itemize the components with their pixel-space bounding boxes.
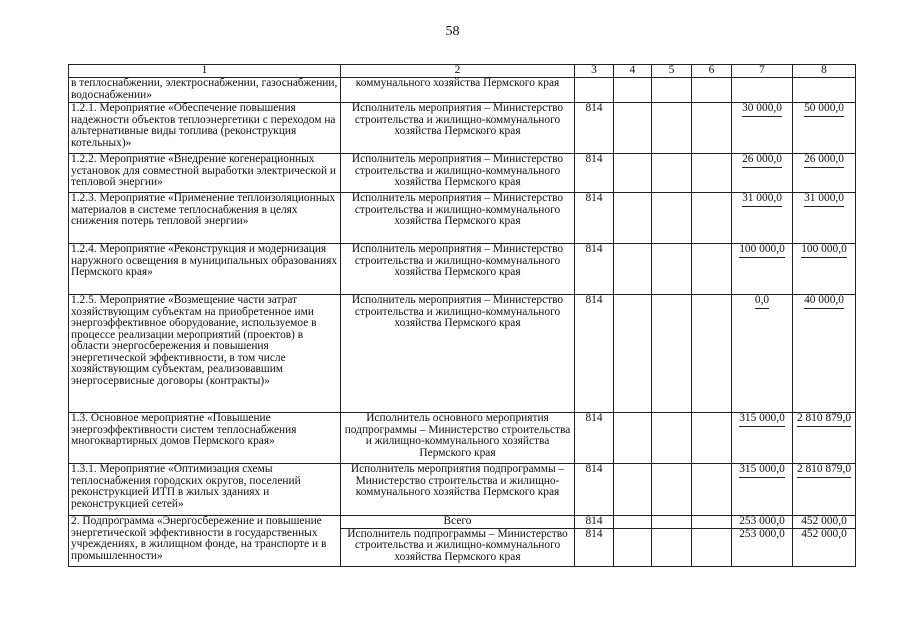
page-number: 58 <box>445 24 460 39</box>
col4 <box>614 516 652 529</box>
value-7: 31 000,0 <box>732 193 793 244</box>
executor: Исполнитель мероприятия – Министерство строительства и жилищно-коммунального хозяйства Пермского края <box>341 103 575 154</box>
col4 <box>614 528 652 566</box>
value-7: 315 000,0 <box>732 464 793 516</box>
col5 <box>652 244 692 295</box>
value-7: 315 000,0 <box>732 413 793 464</box>
table-row <box>69 193 856 244</box>
value-7: 253 000,0 <box>732 516 793 529</box>
value-7: 30 000,0 <box>732 103 793 154</box>
col4 <box>614 244 652 295</box>
col-header-5: 5 <box>652 65 692 78</box>
col4 <box>614 154 652 193</box>
value-8: 2 810 879,0 <box>793 413 856 464</box>
value-8: 452 000,0 <box>793 516 856 529</box>
code: 814 <box>575 244 614 295</box>
code: 814 <box>575 516 614 529</box>
col5 <box>652 528 692 566</box>
col5 <box>652 154 692 193</box>
col6 <box>692 516 732 529</box>
value-8: 452 000,0 <box>793 528 856 566</box>
executor: Исполнитель мероприятия – Министерство строительства и жилищно-коммунального хозяйства Пермского края <box>341 193 575 244</box>
table-row <box>69 154 856 193</box>
table-row <box>69 516 856 529</box>
value-7 <box>732 78 793 103</box>
code: 814 <box>575 528 614 566</box>
table-row <box>69 244 856 295</box>
value-8: 31 000,0 <box>793 193 856 244</box>
activity-name: 1.2.3. Мероприятие «Применение теплоизоляционных материалов в системе теплоснабжения в целях снижения потерь тепловой энергии» <box>69 193 341 244</box>
col5 <box>652 103 692 154</box>
col6 <box>692 464 732 516</box>
col5 <box>652 516 692 529</box>
code: 814 <box>575 193 614 244</box>
executor: Исполнитель мероприятия – Министерство строительства и жилищно-коммунального хозяйства Пермского края <box>341 154 575 193</box>
activity-name: в теплоснабжении, электроснабжении, газоснабжении, водоснабжении» <box>69 78 341 103</box>
col-header-4: 4 <box>614 65 652 78</box>
table-row <box>69 103 856 154</box>
code: 814 <box>575 154 614 193</box>
activity-name: 1.2.5. Мероприятие «Возмещение части затрат хозяйствующим субъектам на приобретенное ими энергоэффективное оборудование, используемое в процессе реализации мероприятий (проектов) в области энергосбережения и повышения энергетической эффективности, в том числе хозяйствующим субъектам, реализовавшим энергосервисные договоры (контракты)» <box>69 295 341 413</box>
activity-name: 1.3.1. Мероприятие «Оптимизация схемы теплоснабжения городских округов, поселений реконструкцией ИТП в жилых зданиях и реконструкцией сетей» <box>69 464 341 516</box>
code <box>575 78 614 103</box>
col-header-2: 2 <box>341 65 575 78</box>
code: 814 <box>575 103 614 154</box>
table-row <box>69 78 856 103</box>
col5 <box>652 295 692 413</box>
col6 <box>692 193 732 244</box>
col4 <box>614 413 652 464</box>
executor: коммунального хозяйства Пермского края <box>341 78 575 103</box>
value-8: 40 000,0 <box>793 295 856 413</box>
col6 <box>692 103 732 154</box>
executor: Исполнитель основного мероприятия подпрограммы – Министерство строительства и жилищно-коммунального хозяйства Пермского края <box>341 413 575 464</box>
col4 <box>614 193 652 244</box>
col6 <box>692 413 732 464</box>
executor: Исполнитель мероприятия – Министерство строительства и жилищно-коммунального хозяйства Пермского края <box>341 295 575 413</box>
value-7: 0,0 <box>732 295 793 413</box>
col-header-8: 8 <box>793 65 856 78</box>
header-row <box>69 65 856 78</box>
executor: Исполнитель мероприятия – Министерство строительства и жилищно-коммунального хозяйства Пермского края <box>341 244 575 295</box>
col6 <box>692 244 732 295</box>
col4 <box>614 464 652 516</box>
activity-name: 1.2.2. Мероприятие «Внедрение когенерационных установок для совместной выработки электрической и тепловой энергии» <box>69 154 341 193</box>
col-header-3: 3 <box>575 65 614 78</box>
activity-name: 1.2.1. Мероприятие «Обеспечение повышения надежности объектов теплоэнергетики с переходом на альтернативные виды топлива (реконструкция котельных)» <box>69 103 341 154</box>
col6 <box>692 78 732 103</box>
col-header-6: 6 <box>692 65 732 78</box>
col5 <box>652 413 692 464</box>
executor: Исполнитель подпрограммы – Министерство строительства и жилищно-коммунального хозяйства Пермского края <box>341 528 575 566</box>
col6 <box>692 295 732 413</box>
table-row <box>69 413 856 464</box>
col6 <box>692 154 732 193</box>
code: 814 <box>575 295 614 413</box>
col4 <box>614 78 652 103</box>
value-7: 253 000,0 <box>732 528 793 566</box>
col5 <box>652 193 692 244</box>
value-7: 100 000,0 <box>732 244 793 295</box>
executor: Исполнитель мероприятия подпрограммы – Министерство строительства и жилищно-коммунального хозяйства Пермского края <box>341 464 575 516</box>
value-8: 50 000,0 <box>793 103 856 154</box>
total-label: Всего <box>341 516 575 529</box>
budget-table <box>68 64 856 567</box>
activity-name: 2. Подпрограмма «Энергосбережение и повышение энергетической эффективности в государственных учреждениях, в жилищном фонде, на транспорте и в промышленности» <box>69 516 341 567</box>
col5 <box>652 78 692 103</box>
activity-name: 1.2.4. Мероприятие «Реконструкция и модернизация наружного освещения в муниципальных образованиях Пермского края» <box>69 244 341 295</box>
table-row <box>69 295 856 413</box>
col-header-1: 1 <box>69 65 341 78</box>
code: 814 <box>575 464 614 516</box>
activity-name: 1.3. Основное мероприятие «Повышение энергоэффективности систем теплоснабжения многоквартирных домов Пермского края» <box>69 413 341 464</box>
col6 <box>692 528 732 566</box>
col5 <box>652 464 692 516</box>
col-header-7: 7 <box>732 65 793 78</box>
col4 <box>614 103 652 154</box>
value-8: 100 000,0 <box>793 244 856 295</box>
value-8: 26 000,0 <box>793 154 856 193</box>
table-row <box>69 464 856 516</box>
col4 <box>614 295 652 413</box>
value-8 <box>793 78 856 103</box>
value-7: 26 000,0 <box>732 154 793 193</box>
code: 814 <box>575 413 614 464</box>
value-8: 2 810 879,0 <box>793 464 856 516</box>
